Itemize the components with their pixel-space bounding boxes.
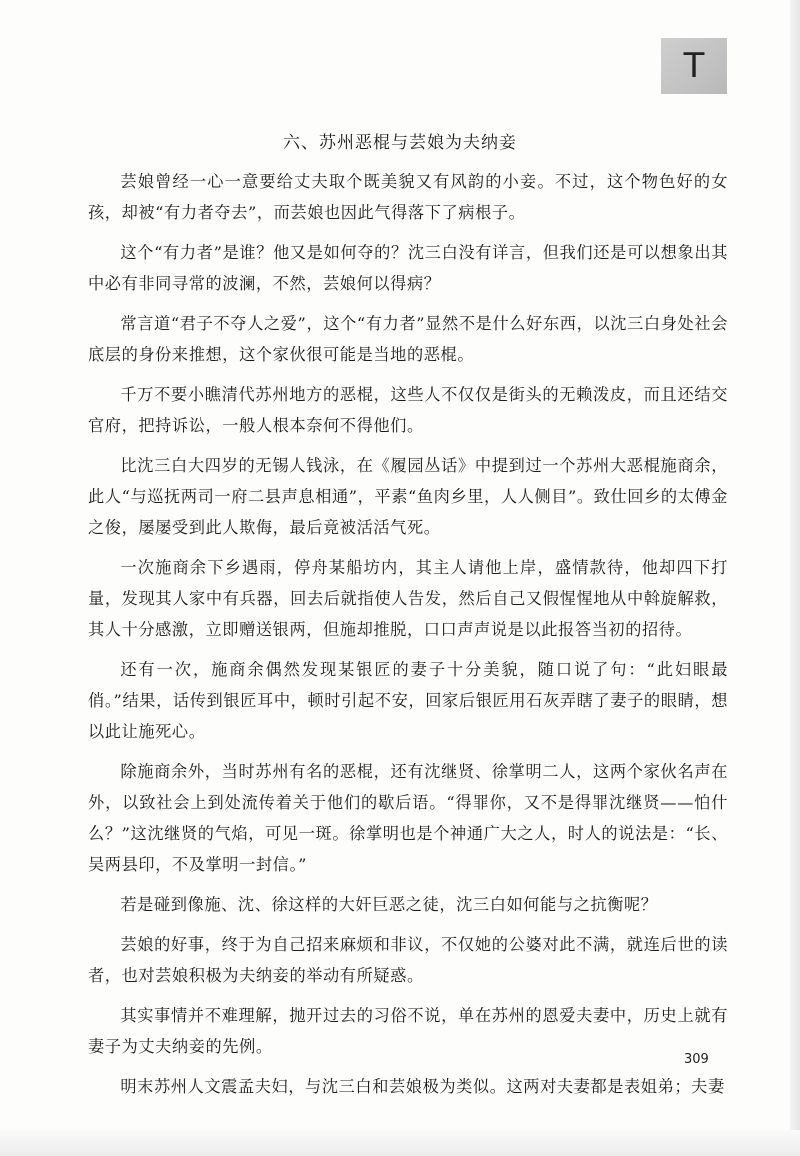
body-text [88, 166, 728, 1111]
paragraph: 明末苏州人文震孟夫妇，与沈三白和芸娘极为类似。这两对夫妻都是表姐弟；夫妻 [120, 1077, 725, 1096]
paragraph: 这个“有力者”是谁？他又是如何夺的？沈三白没有详言，但我们还是可以想象出其中必有非同寻常的波澜，不然，芸娘何以得病？ [88, 243, 728, 293]
paragraph: 比沈三白大四岁的无锡人钱泳，在《履园丛话》中提到过一个苏州大恶棍施商余，此人“与巡抚两司一府二县声息相通”，平素“鱼肉乡里，人人侧目”。致仕回乡的太傅金之俊，屡屡受到此人欺侮，最后竟被活活气死。 [88, 456, 728, 537]
paragraph: 一次施商余下乡遇雨，停舟某船坊内，其主人请他上岸，盛情款待，他却四下打量，发现其人家中有兵器，回去后就指使人告发，然后自己又假惺惺地从中斡旋解救，其人十分感激，立即赠送银两，但施却推脱，口口声声说是以此报答当初的招待。 [88, 558, 728, 639]
paragraph: 若是碰到像施、沈、徐这样的大奸巨恶之徒，沈三白如何能与之抗衡呢？ [120, 895, 658, 914]
page-edge-right [790, 0, 800, 1156]
paragraph: 其实事情并不难理解，抛开过去的习俗不说，单在苏州的恩爱夫妻中，历史上就有妻子为丈夫纳妾的先例。 [88, 1006, 728, 1056]
paragraph: 还有一次，施商余偶然发现某银匠的妻子十分美貌，随口说了句：“此妇眼最俏。”结果，话传到银匠耳中，顿时引起不安，回家后银匠用石灰弄瞎了妻子的眼睛，想以此让施死心。 [88, 660, 728, 741]
page-edge-bottom [0, 1130, 800, 1156]
paragraph: 常言道“君子不夺人之爱”，这个“有力者”显然不是什么好东西，以沈三白身处社会底层的身份来推想，这个家伙很可能是当地的恶棍。 [88, 314, 728, 364]
paragraph: 除施商余外，当时苏州有名的恶棍，还有沈继贤、徐掌明二人，这两个家伙名声在外，以致社会上到处流传着关于他们的歇后语。“得罪你，又不是得罪沈继贤——怕什么？”这沈继贤的气焰，可见一斑。徐掌明也是个神通广大之人，时人的说法是：“长、吴两县印，不及掌明一封信。” [88, 762, 728, 874]
paragraph: 千万不要小瞧清代苏州地方的恶棍，这些人不仅仅是街头的无赖泼皮，而且还结交官府，把持诉讼，一般人根本奈何不得他们。 [88, 385, 728, 435]
paragraph: 芸娘的好事，终于为自己招来麻烦和非议，不仅她的公婆对此不满，就连后世的读者，也对芸娘积极为夫纳妾的举动有所疑惑。 [88, 935, 728, 985]
paragraph: 芸娘曾经一心一意要给丈夫取个既美貌又有风韵的小妾。不过，这个物色好的女孩，却被“有力者夺去”，而芸娘也因此气得落下了病根子。 [88, 172, 728, 222]
page-number: 309 [684, 1052, 709, 1067]
chapter-tab: T [661, 38, 727, 94]
section-title: 六、苏州恶棍与芸娘为夫纳妾 [283, 133, 517, 153]
